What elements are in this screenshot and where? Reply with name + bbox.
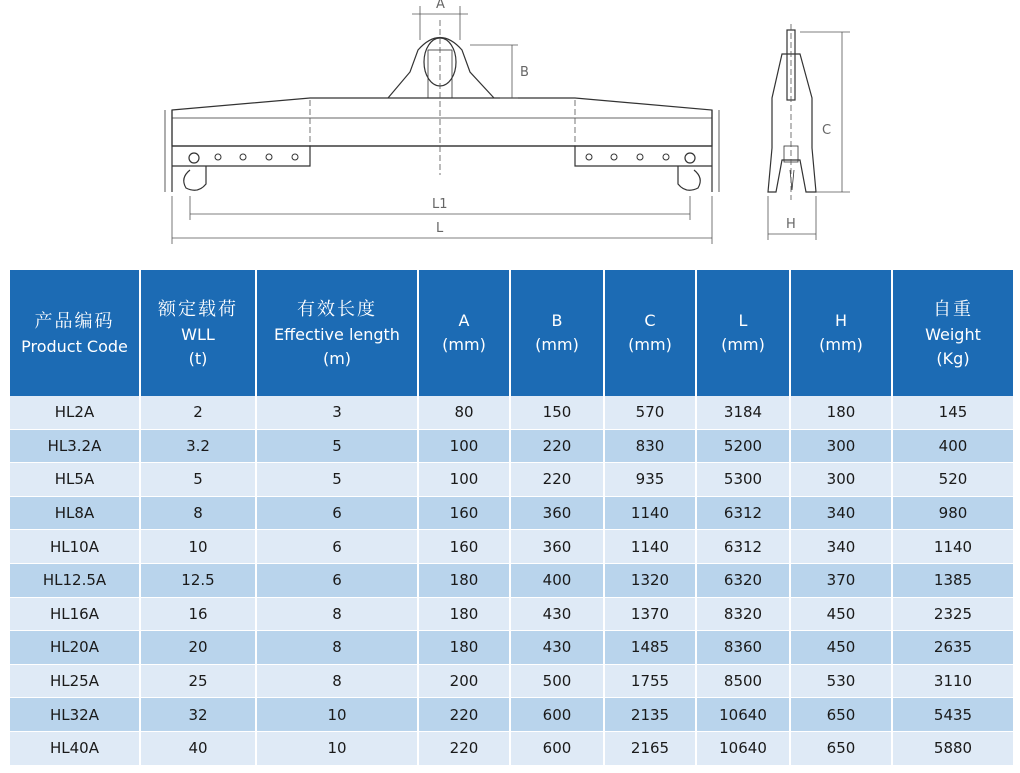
cell-weight: 145 (892, 396, 1013, 429)
cell-weight: 980 (892, 496, 1013, 530)
table-row (10, 463, 1013, 497)
cell-wll: 32 (140, 698, 256, 732)
cell-a: 160 (418, 530, 510, 564)
cell-wll: 20 (140, 631, 256, 665)
cell-a: 180 (418, 563, 510, 597)
cell-h: 650 (790, 698, 892, 732)
dim-h-label: H (786, 217, 796, 232)
cell-l: 10640 (696, 698, 790, 732)
cell-c: 2165 (604, 731, 696, 765)
header-effective-length: 有效长度 Effective length (m) (256, 270, 418, 396)
cell-wll: 10 (140, 530, 256, 564)
header-a: A (mm) (418, 270, 510, 396)
cell-weight: 2325 (892, 597, 1013, 631)
cell-weight: 1140 (892, 530, 1013, 564)
cell-b: 360 (510, 496, 604, 530)
header-weight: 自重 Weight (Kg) (892, 270, 1013, 396)
table-row (10, 496, 1013, 530)
cell-c: 570 (604, 396, 696, 429)
cell-weight: 2635 (892, 631, 1013, 665)
cell-h: 180 (790, 396, 892, 429)
cell-b: 430 (510, 597, 604, 631)
cell-c: 935 (604, 463, 696, 497)
cell-effective-length: 3 (256, 396, 418, 429)
cell-product-code: HL2A (10, 396, 140, 429)
cell-l: 6312 (696, 496, 790, 530)
table-row (10, 429, 1013, 463)
cell-effective-length: 6 (256, 530, 418, 564)
header-c: C (mm) (604, 270, 696, 396)
header-b: B (mm) (510, 270, 604, 396)
cell-l: 10640 (696, 731, 790, 765)
cell-weight: 5880 (892, 731, 1013, 765)
cell-wll: 8 (140, 496, 256, 530)
cell-l: 5300 (696, 463, 790, 497)
cell-c: 1755 (604, 664, 696, 698)
specification-table (10, 270, 1013, 766)
cell-c: 1485 (604, 631, 696, 665)
cell-effective-length: 10 (256, 731, 418, 765)
cell-l: 8360 (696, 631, 790, 665)
cell-a: 100 (418, 463, 510, 497)
cell-c: 2135 (604, 698, 696, 732)
cell-l: 3184 (696, 396, 790, 429)
header-product-code: 产品编码 Product Code (10, 270, 140, 396)
cell-weight: 1385 (892, 563, 1013, 597)
technical-drawing (0, 0, 1020, 270)
table-row (10, 664, 1013, 698)
cell-weight: 3110 (892, 664, 1013, 698)
cell-h: 340 (790, 496, 892, 530)
cell-b: 150 (510, 396, 604, 429)
cell-weight: 5435 (892, 698, 1013, 732)
table-row (10, 396, 1013, 429)
cell-h: 300 (790, 463, 892, 497)
cell-product-code: HL40A (10, 731, 140, 765)
dim-b-label: B (520, 65, 529, 80)
cell-wll: 3.2 (140, 429, 256, 463)
dim-l1-label: L1 (432, 197, 448, 212)
cell-b: 220 (510, 429, 604, 463)
cell-a: 220 (418, 731, 510, 765)
cell-wll: 16 (140, 597, 256, 631)
cell-h: 450 (790, 631, 892, 665)
cell-effective-length: 8 (256, 664, 418, 698)
cell-c: 1320 (604, 563, 696, 597)
table-row (10, 731, 1013, 765)
cell-l: 8320 (696, 597, 790, 631)
cell-weight: 520 (892, 463, 1013, 497)
cell-wll: 12.5 (140, 563, 256, 597)
cell-c: 830 (604, 429, 696, 463)
cell-product-code: HL16A (10, 597, 140, 631)
cell-b: 220 (510, 463, 604, 497)
table-row (10, 698, 1013, 732)
beam-body (172, 98, 712, 146)
cell-c: 1140 (604, 530, 696, 564)
cell-product-code: HL32A (10, 698, 140, 732)
cell-wll: 25 (140, 664, 256, 698)
cell-wll: 5 (140, 463, 256, 497)
lifting-beam-diagram (0, 0, 1020, 270)
left-hook-icon (184, 166, 206, 190)
cell-a: 200 (418, 664, 510, 698)
cell-effective-length: 6 (256, 563, 418, 597)
cell-effective-length: 5 (256, 463, 418, 497)
cell-b: 500 (510, 664, 604, 698)
cell-h: 300 (790, 429, 892, 463)
cell-b: 360 (510, 530, 604, 564)
cell-a: 160 (418, 496, 510, 530)
table-row (10, 631, 1013, 665)
cell-product-code: HL8A (10, 496, 140, 530)
header-l: L (mm) (696, 270, 790, 396)
dim-a-label: A (436, 0, 445, 12)
cell-a: 180 (418, 597, 510, 631)
cell-l: 8500 (696, 664, 790, 698)
side-view (768, 30, 816, 192)
cell-b: 430 (510, 631, 604, 665)
cell-product-code: HL25A (10, 664, 140, 698)
cell-c: 1370 (604, 597, 696, 631)
cell-weight: 400 (892, 429, 1013, 463)
cell-effective-length: 5 (256, 429, 418, 463)
cell-h: 530 (790, 664, 892, 698)
header-h: H (mm) (790, 270, 892, 396)
cell-product-code: HL12.5A (10, 563, 140, 597)
cell-product-code: HL20A (10, 631, 140, 665)
cell-h: 450 (790, 597, 892, 631)
right-hook-icon (678, 166, 700, 190)
cell-effective-length: 8 (256, 631, 418, 665)
cell-h: 650 (790, 731, 892, 765)
cell-a: 220 (418, 698, 510, 732)
cell-product-code: HL10A (10, 530, 140, 564)
dim-l-label: L (436, 221, 444, 236)
cell-a: 80 (418, 396, 510, 429)
cell-effective-length: 6 (256, 496, 418, 530)
table-row (10, 563, 1013, 597)
cell-effective-length: 10 (256, 698, 418, 732)
table-row (10, 597, 1013, 631)
cell-effective-length: 8 (256, 597, 418, 631)
cell-h: 370 (790, 563, 892, 597)
cell-h: 340 (790, 530, 892, 564)
cell-product-code: HL5A (10, 463, 140, 497)
table-header-row (10, 270, 1013, 396)
table-row (10, 530, 1013, 564)
cell-product-code: HL3.2A (10, 429, 140, 463)
cell-b: 600 (510, 698, 604, 732)
cell-wll: 2 (140, 396, 256, 429)
cell-a: 100 (418, 429, 510, 463)
lifting-eye (388, 38, 494, 99)
dim-c-label: C (822, 123, 832, 138)
cell-b: 600 (510, 731, 604, 765)
cell-a: 180 (418, 631, 510, 665)
cell-c: 1140 (604, 496, 696, 530)
cell-b: 400 (510, 563, 604, 597)
cell-l: 5200 (696, 429, 790, 463)
cell-l: 6312 (696, 530, 790, 564)
cell-wll: 40 (140, 731, 256, 765)
cell-l: 6320 (696, 563, 790, 597)
header-wll: 额定载荷 WLL (t) (140, 270, 256, 396)
